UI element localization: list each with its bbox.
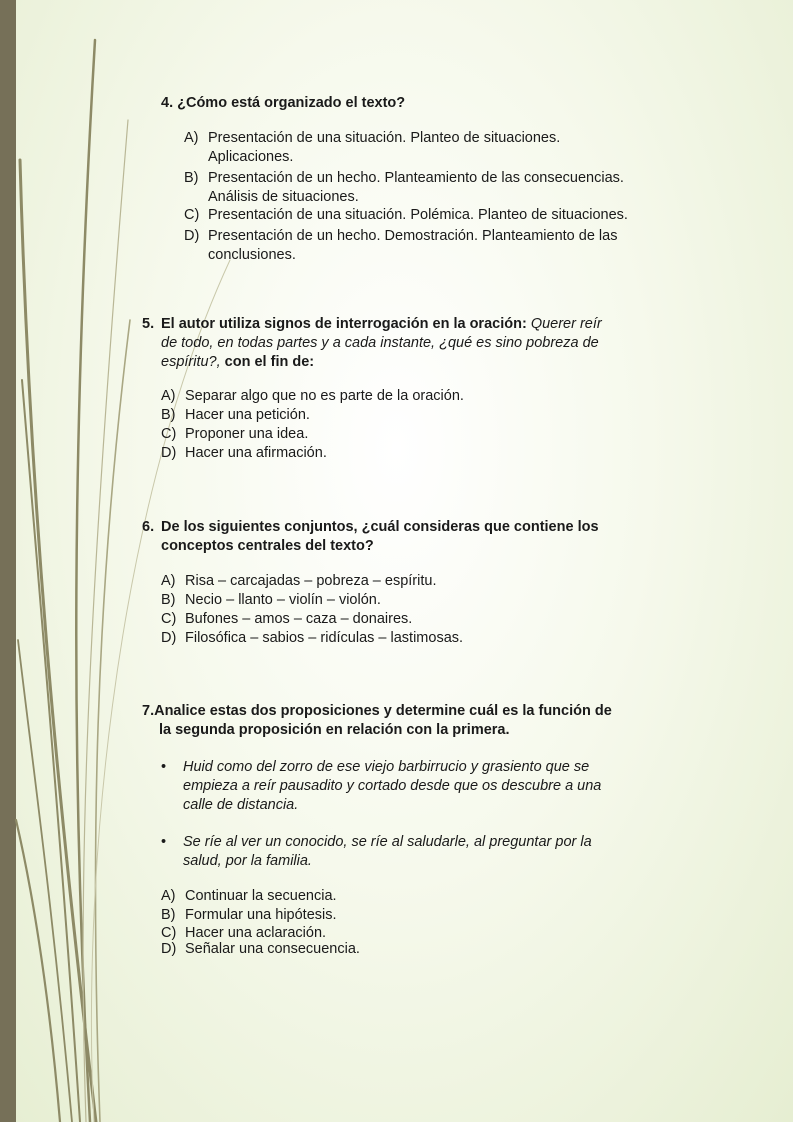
question-5-title-bold: con el fin de: <box>220 354 315 370</box>
option-7a <box>161 887 722 906</box>
option-text: Señalar una consecuencia. <box>185 941 360 957</box>
option-text: Separar algo que no es parte de la oración. <box>185 388 464 404</box>
option-text: Continuar la secuencia. <box>185 888 337 904</box>
question-5 <box>142 315 702 463</box>
option-4a <box>184 129 721 167</box>
option-text: Aplicaciones. <box>208 149 294 165</box>
option-5c <box>161 425 702 444</box>
question-6-title-line: conceptos centrales del texto? <box>161 538 374 554</box>
option-7b <box>161 906 722 925</box>
option-letter: A) <box>161 888 176 904</box>
option-text: Bufones – amos – caza – donaires. <box>185 611 413 627</box>
option-text: Formular una hipótesis. <box>185 907 337 923</box>
question-5-quote: de todo, en todas partes y a cada instante, ¿qué es sino pobreza de <box>161 335 599 351</box>
question-7-options <box>161 887 722 957</box>
question-5-quote: espíritu?, <box>161 354 221 370</box>
question-4 <box>161 94 721 265</box>
option-text: Filosófica – sabios – ridículas – lastimosas. <box>185 630 464 646</box>
quote-text: Se ríe al ver un conocido, se ríe al saludarle, al preguntar por la <box>183 834 592 850</box>
option-letter: A) <box>161 388 176 404</box>
quote-bullet-2 <box>161 833 722 871</box>
option-letter: D) <box>184 228 200 244</box>
option-text: Risa – carcajadas – pobreza – espíritu. <box>185 573 437 589</box>
question-4-options <box>184 129 721 265</box>
quote-text: calle de distancia. <box>183 797 299 813</box>
quote-text: salud, por la familia. <box>183 853 312 869</box>
question-5-title-bold: El autor utiliza signos de interrogación en la oración: <box>161 316 531 332</box>
option-4c <box>184 206 721 225</box>
bullet-icon: • <box>161 759 167 775</box>
option-6c <box>161 610 702 629</box>
option-text: Hacer una afirmación. <box>185 445 327 461</box>
question-7 <box>142 702 722 957</box>
question-6-title-line: De los siguientes conjuntos, ¿cuál consideras que contiene los <box>161 519 599 535</box>
question-7-bullets <box>161 758 722 871</box>
option-5a <box>161 387 702 406</box>
question-number: 6. <box>142 519 155 535</box>
option-5b <box>161 406 702 425</box>
question-5-title <box>142 315 702 372</box>
option-6b <box>161 591 702 610</box>
option-letter: A) <box>184 130 199 146</box>
option-4b <box>184 169 721 207</box>
question-6-options <box>161 572 702 648</box>
option-letter: D) <box>161 445 177 461</box>
option-6d <box>161 629 702 648</box>
quote-text: empieza a reír pausadito y cortado desde que os descubre a una <box>183 778 602 794</box>
option-text: Análisis de situaciones. <box>208 189 359 205</box>
option-letter: A) <box>161 573 176 589</box>
option-text: Hacer una petición. <box>185 407 310 423</box>
option-letter: B) <box>161 407 176 423</box>
question-number: 5. <box>142 316 155 332</box>
question-6-title <box>142 518 702 556</box>
question-7-title <box>142 702 722 740</box>
question-4-title: 4. ¿Cómo está organizado el texto? <box>161 95 406 111</box>
decorative-side-bar <box>0 0 16 1122</box>
option-letter: B) <box>184 170 199 186</box>
question-7-title-line: la segunda proposición en relación con la primera. <box>159 722 510 738</box>
option-5d <box>161 444 702 463</box>
option-letter: C) <box>161 925 177 941</box>
option-text: Presentación de una situación. Planteo de situaciones. <box>208 130 561 146</box>
option-letter: D) <box>161 941 177 957</box>
question-7-title-line: 7.Analice estas dos proposiciones y determine cuál es la función de <box>142 703 612 719</box>
quote-text: Huid como del zorro de ese viejo barbirrucio y grasiento que se <box>183 759 590 775</box>
option-text: Presentación de un hecho. Demostración. Planteamiento de las <box>208 228 618 244</box>
bullet-icon: • <box>161 834 167 850</box>
option-6a <box>161 572 702 591</box>
option-7c <box>161 925 722 941</box>
option-letter: C) <box>161 426 177 442</box>
option-text: Presentación de un hecho. Planteamiento de las consecuencias. <box>208 170 624 186</box>
quote-bullet-1 <box>161 758 722 815</box>
option-text: Proponer una idea. <box>185 426 309 442</box>
question-5-quote: Querer reír <box>530 316 602 332</box>
option-text: Necio – llanto – violín – violón. <box>185 592 381 608</box>
option-4d <box>184 227 721 265</box>
question-5-options <box>161 387 702 463</box>
option-letter: B) <box>161 907 176 923</box>
question-6 <box>142 518 702 648</box>
option-text: Presentación de una situación. Polémica. Planteo de situaciones. <box>208 207 628 223</box>
option-letter: D) <box>161 630 177 646</box>
option-7d <box>161 941 722 957</box>
option-letter: B) <box>161 592 176 608</box>
option-letter: C) <box>161 611 177 627</box>
option-text: conclusiones. <box>208 247 296 263</box>
option-text: Hacer una aclaración. <box>185 925 327 941</box>
option-letter: C) <box>184 207 200 223</box>
